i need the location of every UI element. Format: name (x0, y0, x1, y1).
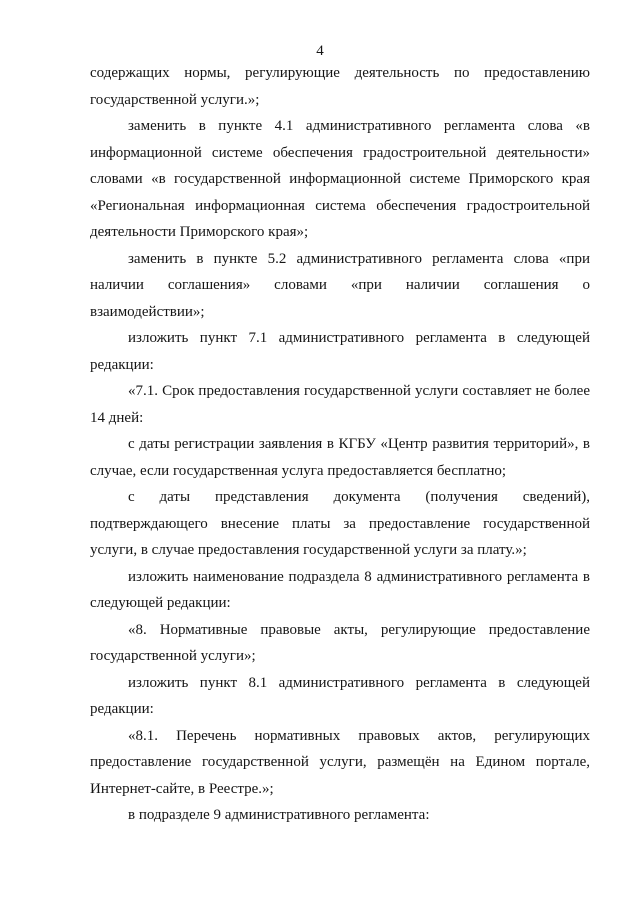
paragraph (90, 246, 590, 326)
text-line: «Региональная информационная система обеспечения градостроительной (90, 197, 590, 214)
text-line: заменить в пункте 4.1 административного регламента слова «в (128, 118, 590, 134)
paragraph (90, 325, 590, 378)
text-line: государственной услуги»; (90, 648, 256, 664)
paragraph (90, 564, 590, 617)
text-line: Интернет-сайте, в Реестре.»; (90, 780, 274, 797)
text-line: «7.1. Срок предоставления государственной услуги составляет не более (128, 383, 590, 399)
text-line: информационной системе обеспечения градостроительной деятельности» (90, 144, 590, 161)
text-line: «8.1. Перечень нормативных правовых актов, регулирующих (128, 727, 590, 744)
paragraph (90, 802, 590, 829)
text-line: услуги, в случае предоставления государственной услуги за плату.»; (90, 542, 527, 558)
text-line: словами «в государственной информационной системе Приморского края (90, 171, 590, 187)
paragraph (90, 617, 590, 670)
text-line: «8. Нормативные правовые акты, регулирующие предоставление (128, 621, 590, 638)
paragraph (90, 484, 590, 564)
paragraph (90, 378, 590, 431)
paragraph (90, 60, 590, 113)
text-line: изложить наименование подраздела 8 административного регламента в (128, 568, 590, 585)
text-line: деятельности Приморского края»; (90, 224, 309, 240)
text-line: 14 дней: (90, 409, 144, 426)
text-line: заменить в пункте 5.2 административного регламента слова «при (128, 250, 590, 267)
text-line: в подразделе 9 административного регламента: (128, 807, 430, 823)
text-line: редакции: (90, 356, 154, 373)
text-line: случае, если государственная услуга предоставляется бесплатно; (90, 462, 507, 479)
text-line: изложить пункт 8.1 административного регламента в следующей (128, 674, 590, 691)
paragraph (90, 723, 590, 803)
text-line: изложить пункт 7.1 административного регламента в следующей (128, 330, 590, 346)
text-line: предоставление государственной услуги, размещён на Едином портале, (90, 754, 590, 770)
text-line: наличии соглашения» словами «при наличии соглашения о (90, 277, 590, 293)
text-line: с даты представления документа (получения сведений), (128, 489, 590, 505)
text-line: государственной услуги.»; (90, 91, 260, 108)
paragraph (90, 431, 590, 484)
text-line: взаимодействии»; (90, 303, 205, 320)
paragraph (90, 670, 590, 723)
paragraph (90, 113, 590, 246)
text-line: подтверждающего внесение платы за предоставление государственной (90, 515, 590, 532)
text-line: с даты регистрации заявления в КГБУ «Центр развития территорий», в (128, 436, 590, 452)
text-line: содержащих нормы, регулирующие деятельность по предоставлению (90, 65, 590, 81)
page-number: 4 (316, 43, 324, 59)
text-line: следующей редакции: (90, 595, 231, 611)
document-body (90, 60, 590, 829)
text-line: редакции: (90, 701, 154, 717)
